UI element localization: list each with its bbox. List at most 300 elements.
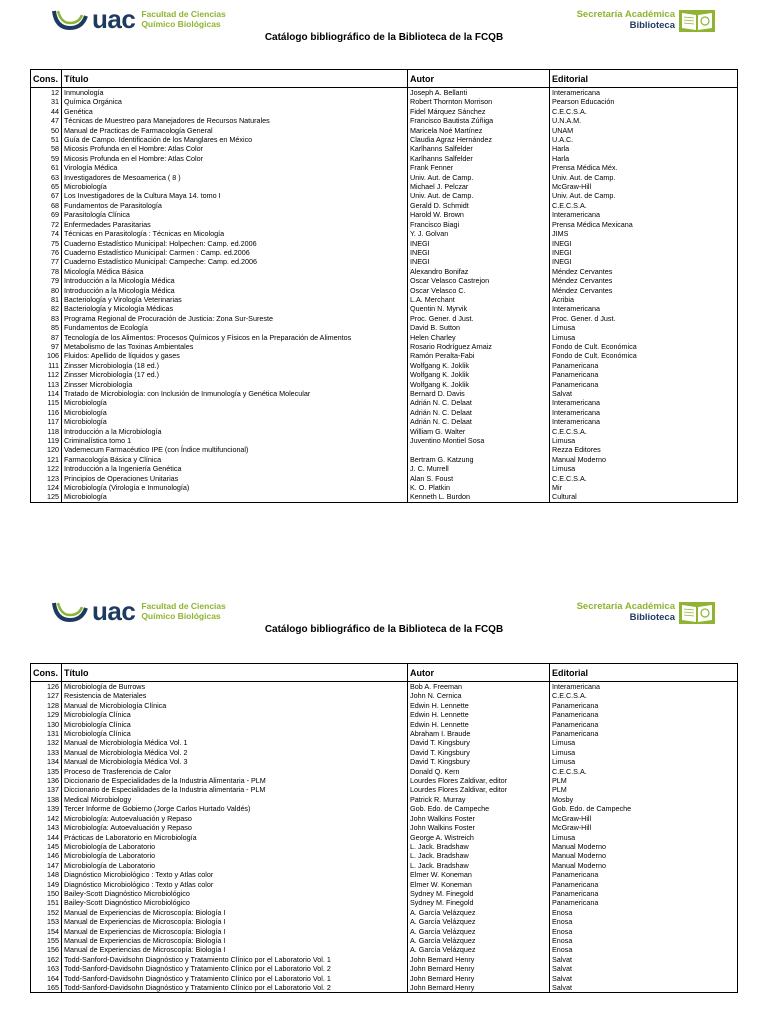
cell-editorial: Interamericana: [550, 408, 738, 417]
cell-titulo: Química Orgánica: [62, 97, 408, 106]
cell-titulo: Microbiología de Laboratorio: [62, 842, 408, 851]
table-row: [31, 492, 738, 502]
cell-autor: INEGI: [408, 257, 550, 266]
cell-autor: Frank Fenner: [408, 163, 550, 172]
table-row: [31, 248, 738, 257]
cell-autor: Maricela Noé Martínez: [408, 126, 550, 135]
cell-cons: 74: [31, 229, 62, 238]
table-row: [31, 464, 738, 473]
cell-cons: 78: [31, 267, 62, 276]
table-row: [31, 229, 738, 238]
cell-editorial: PLM: [550, 776, 738, 785]
cell-cons: 124: [31, 483, 62, 492]
secretaria-line-2: Biblioteca: [629, 20, 675, 31]
cell-editorial: Harla: [550, 154, 738, 163]
cell-autor: Proc. Gener. d Just.: [408, 314, 550, 323]
cell-titulo: Microbiología (Virología e Inmunología): [62, 483, 408, 492]
cell-editorial: Panamericana: [550, 380, 738, 389]
cell-editorial: Univ. Aut. de Camp.: [550, 191, 738, 200]
cell-autor: Harold W. Brown: [408, 210, 550, 219]
cell-autor: A. García Velázquez: [408, 908, 550, 917]
cell-editorial: Mir: [550, 483, 738, 492]
cell-cons: 165: [31, 983, 62, 993]
cell-cons: 85: [31, 323, 62, 332]
cell-autor: Adrián N. C. Delaat: [408, 408, 550, 417]
table-row: [31, 889, 738, 898]
cell-autor: Michael J. Pelczar: [408, 182, 550, 191]
cell-autor: Wolfgang K. Joklik: [408, 380, 550, 389]
cell-editorial: C.E.C.S.A.: [550, 691, 738, 700]
cell-editorial: Panamericana: [550, 870, 738, 879]
table-row: [31, 304, 738, 313]
table-row: [31, 408, 738, 417]
table-header-row: [31, 664, 738, 682]
cell-editorial: Enosa: [550, 908, 738, 917]
table-row: [31, 220, 738, 229]
cell-cons: 119: [31, 436, 62, 445]
table-row: [31, 767, 738, 776]
cell-autor: Fidel Márquez Sánchez: [408, 107, 550, 116]
cell-autor: John Walkins Foster: [408, 814, 550, 823]
uac-wordmark: uac: [92, 596, 136, 626]
cell-titulo: Introducción a la Micología Médica: [62, 276, 408, 285]
secretaria-text: [577, 601, 675, 623]
cell-autor: K. O. Platkin: [408, 483, 550, 492]
catalog-table: [30, 663, 738, 993]
cell-titulo: Introducción a la Microbiología: [62, 427, 408, 436]
cell-autor: Helen Charley: [408, 333, 550, 342]
cell-editorial: Enosa: [550, 945, 738, 954]
cell-titulo: Microbiología de Laboratorio: [62, 851, 408, 860]
column-header-titulo: Título: [62, 70, 408, 88]
cell-editorial: Manual Moderno: [550, 861, 738, 870]
table-row: [31, 398, 738, 407]
cell-autor: J. C. Murrell: [408, 464, 550, 473]
cell-autor: L. Jack. Bradshaw: [408, 861, 550, 870]
cell-cons: 77: [31, 257, 62, 266]
cell-cons: 114: [31, 389, 62, 398]
table-row: [31, 239, 738, 248]
cell-titulo: Diccionario de Especialidades de la Industria Alimentaria - PLM: [62, 776, 408, 785]
cell-editorial: Limusa: [550, 748, 738, 757]
book-icon: [678, 598, 716, 626]
cell-editorial: Manual Moderno: [550, 851, 738, 860]
table-row: [31, 776, 738, 785]
cell-autor: Francisco Biagi: [408, 220, 550, 229]
cell-autor: Claudia Agraz Hernández: [408, 135, 550, 144]
cell-editorial: Interamericana: [550, 210, 738, 219]
cell-titulo: Tercer Informe de Gobierno (Jorge Carlos Hurtado Valdés): [62, 804, 408, 813]
cell-titulo: Introducción a la Micología Médica: [62, 286, 408, 295]
table-row: [31, 267, 738, 276]
cell-cons: 139: [31, 804, 62, 813]
cell-editorial: Interamericana: [550, 682, 738, 692]
table-row: [31, 210, 738, 219]
cell-autor: Gerald D. Schmidt: [408, 201, 550, 210]
cell-autor: Joseph A. Bellanti: [408, 88, 550, 98]
cell-autor: David B. Sutton: [408, 323, 550, 332]
cell-titulo: Resistencia de Materiales: [62, 691, 408, 700]
cell-autor: Y. J. Golvan: [408, 229, 550, 238]
table-row: [31, 333, 738, 342]
cell-editorial: Méndez Cervantes: [550, 276, 738, 285]
cell-cons: 123: [31, 474, 62, 483]
cell-titulo: Micología Médica Básica: [62, 267, 408, 276]
cell-autor: [408, 445, 550, 454]
cell-titulo: Enfermedades Parasitarias: [62, 220, 408, 229]
cell-autor: INEGI: [408, 248, 550, 257]
cell-editorial: Acribia: [550, 295, 738, 304]
cell-editorial: Méndez Cervantes: [550, 267, 738, 276]
cell-cons: 76: [31, 248, 62, 257]
page-header: [0, 0, 768, 60]
cell-autor: Lourdes Flores Zaldivar, editor: [408, 776, 550, 785]
biblioteca-logo: [577, 6, 716, 34]
table-row: [31, 163, 738, 172]
cell-editorial: Panamericana: [550, 710, 738, 719]
cell-cons: 47: [31, 116, 62, 125]
cell-cons: 152: [31, 908, 62, 917]
cell-editorial: Interamericana: [550, 304, 738, 313]
cell-editorial: Prensa Médica Méx.: [550, 163, 738, 172]
cell-cons: 150: [31, 889, 62, 898]
cell-cons: 115: [31, 398, 62, 407]
cell-titulo: Bailey-Scott Diagnóstico Microbiológico: [62, 889, 408, 898]
cell-editorial: C.E.C.S.A.: [550, 474, 738, 483]
column-header-cons: Cons.: [31, 70, 62, 88]
cell-cons: 134: [31, 757, 62, 766]
cell-autor: Gob. Edo. de Campeche: [408, 804, 550, 813]
cell-autor: Abraham I. Braude: [408, 729, 550, 738]
cell-titulo: Microbiología de Laboratorio: [62, 861, 408, 870]
cell-autor: A. García Velázquez: [408, 927, 550, 936]
cell-titulo: Microbiología de Burrows: [62, 682, 408, 692]
cell-titulo: Cuaderno Estadístico Municipal: Holpechen: Camp. ed.2006: [62, 239, 408, 248]
cell-editorial: Panamericana: [550, 361, 738, 370]
cell-titulo: Técnicas en Parasitología : Técnicas en Micología: [62, 229, 408, 238]
faculty-line-2: Químico Biológicas: [141, 19, 221, 29]
cell-cons: 51: [31, 135, 62, 144]
cell-autor: Edwin H. Lennette: [408, 720, 550, 729]
cell-cons: 144: [31, 833, 62, 842]
cell-autor: Quentin N. Myrvik: [408, 304, 550, 313]
cell-editorial: Univ. Aut. de Camp.: [550, 173, 738, 182]
cell-editorial: Rezza Editores: [550, 445, 738, 454]
table-row: [31, 144, 738, 153]
uac-logo: [52, 598, 226, 624]
cell-cons: 155: [31, 936, 62, 945]
cell-titulo: Micosis Profunda en el Hombre: Atlas Color: [62, 144, 408, 153]
cell-cons: 80: [31, 286, 62, 295]
table-row: [31, 286, 738, 295]
table-row: [31, 945, 738, 954]
cell-titulo: Los Investigadores de la Cultura Maya 14. tomo I: [62, 191, 408, 200]
cell-autor: William G. Walter: [408, 427, 550, 436]
cell-titulo: Introducción a la Ingeniería Genética: [62, 464, 408, 473]
cell-editorial: Fondo de Cult. Económica: [550, 342, 738, 351]
cell-editorial: Limusa: [550, 833, 738, 842]
cell-editorial: Enosa: [550, 936, 738, 945]
cell-cons: 97: [31, 342, 62, 351]
cell-cons: 151: [31, 898, 62, 907]
table-row: [31, 861, 738, 870]
cell-editorial: Salvat: [550, 389, 738, 398]
book-icon: [678, 6, 716, 34]
cell-autor: Kenneth L. Burdon: [408, 492, 550, 502]
cell-autor: Lourdes Flores Zaldivar, editor: [408, 785, 550, 794]
cell-editorial: Limusa: [550, 757, 738, 766]
cell-titulo: Parasitología Clínica: [62, 210, 408, 219]
cell-cons: 75: [31, 239, 62, 248]
table-row: [31, 795, 738, 804]
secretaria-line-2: Biblioteca: [629, 612, 675, 623]
cell-titulo: Programa Regional de Procuración de Justicia: Zona Sur-Sureste: [62, 314, 408, 323]
cell-editorial: Panamericana: [550, 889, 738, 898]
cell-cons: 65: [31, 182, 62, 191]
table-row: [31, 964, 738, 973]
table-row: [31, 126, 738, 135]
cell-titulo: Microbiología: [62, 182, 408, 191]
table-row: [31, 97, 738, 106]
cell-cons: 148: [31, 870, 62, 879]
cell-editorial: C.E.C.S.A.: [550, 427, 738, 436]
cell-autor: Oscar Velasco C.: [408, 286, 550, 295]
table-row: [31, 917, 738, 926]
cell-titulo: Fundamentos de Ecología: [62, 323, 408, 332]
table-row: [31, 455, 738, 464]
cell-autor: John Bernard Henry: [408, 974, 550, 983]
cell-titulo: Todd-Sanford-Davidsohn Diagnóstico y Tratamiento Clínico por el Laboratorio Vol. 1: [62, 955, 408, 964]
cell-cons: 87: [31, 333, 62, 342]
cell-editorial: Salvat: [550, 964, 738, 973]
cell-cons: 147: [31, 861, 62, 870]
biblioteca-logo: [577, 598, 716, 626]
cell-autor: Edwin H. Lennette: [408, 710, 550, 719]
cell-autor: A. García Velázquez: [408, 917, 550, 926]
cell-titulo: Cuaderno Estadístico Municipal: Carmen : Camp. ed.2006: [62, 248, 408, 257]
table-row: [31, 757, 738, 766]
table-row: [31, 351, 738, 360]
cell-autor: Alexandro Bonifaz: [408, 267, 550, 276]
column-header-autor: Autor: [408, 70, 550, 88]
cell-cons: 135: [31, 767, 62, 776]
cell-autor: Alan S. Foust: [408, 474, 550, 483]
cell-cons: 58: [31, 144, 62, 153]
cell-titulo: Diccionario de Especialidades de la Industria alimentaria - PLM: [62, 785, 408, 794]
cell-cons: 132: [31, 738, 62, 747]
cell-autor: Elmer W. Koneman: [408, 870, 550, 879]
table-row: [31, 380, 738, 389]
cell-autor: Donald Q. Kern: [408, 767, 550, 776]
cell-autor: Oscar Velasco Castrejon: [408, 276, 550, 285]
cell-cons: 121: [31, 455, 62, 464]
cell-editorial: INEGI: [550, 239, 738, 248]
cell-autor: Robert Thornton Morrison: [408, 97, 550, 106]
cell-autor: John Bernard Henry: [408, 955, 550, 964]
table-row: [31, 436, 738, 445]
cell-titulo: Genética: [62, 107, 408, 116]
table-row: [31, 851, 738, 860]
cell-cons: 128: [31, 701, 62, 710]
cell-titulo: Fluidos: Apellido de líquidos y gases: [62, 351, 408, 360]
cell-autor: John N. Cernica: [408, 691, 550, 700]
cell-cons: 136: [31, 776, 62, 785]
cell-cons: 117: [31, 417, 62, 426]
cell-titulo: Micosis Profunda en el Hombre: Atlas Color: [62, 154, 408, 163]
column-header-editorial: Editorial: [550, 664, 738, 682]
table-row: [31, 833, 738, 842]
cell-titulo: Vademecum Farmacéutico IPE (con Índice multifuncional): [62, 445, 408, 454]
page-header: [0, 592, 768, 652]
cell-titulo: Manual de Microbiología Médica Vol. 3: [62, 757, 408, 766]
cell-cons: 163: [31, 964, 62, 973]
table-row: [31, 201, 738, 210]
cell-cons: 50: [31, 126, 62, 135]
cell-editorial: Fondo de Cult. Económica: [550, 351, 738, 360]
cell-autor: Ramón Peralta-Fabi: [408, 351, 550, 360]
document-title: Catálogo bibliográfico de la Biblioteca de la FCQB: [264, 32, 504, 43]
cell-titulo: Investigadores de Mesoamerica ( 8 ): [62, 173, 408, 182]
cell-titulo: Fundamentos de Parasitología: [62, 201, 408, 210]
cell-autor: Edwin H. Lennette: [408, 701, 550, 710]
table-row: [31, 870, 738, 879]
cell-titulo: Zinsser Microbiología (18 ed.): [62, 361, 408, 370]
cell-cons: 118: [31, 427, 62, 436]
column-header-autor: Autor: [408, 664, 550, 682]
table-row: [31, 908, 738, 917]
cell-titulo: Microbiología: Autoevaluación y Repaso: [62, 814, 408, 823]
cell-editorial: Panamericana: [550, 898, 738, 907]
cell-titulo: Diagnóstico Microbiológico : Texto y Atlas color: [62, 880, 408, 889]
cell-cons: 12: [31, 88, 62, 98]
cell-editorial: Proc. Gener. d Just.: [550, 314, 738, 323]
table-row: [31, 720, 738, 729]
table-row: [31, 191, 738, 200]
cell-cons: 131: [31, 729, 62, 738]
catalog-table: [30, 69, 738, 503]
cell-autor: A. García Velázquez: [408, 936, 550, 945]
cell-titulo: Bacteriología y Micología Médicas: [62, 304, 408, 313]
cell-cons: 133: [31, 748, 62, 757]
table-row: [31, 154, 738, 163]
cell-cons: 59: [31, 154, 62, 163]
table-row: [31, 116, 738, 125]
cell-autor: Rosario Rodríguez Arnaiz: [408, 342, 550, 351]
table-row: [31, 691, 738, 700]
table-row: [31, 483, 738, 492]
cell-cons: 72: [31, 220, 62, 229]
cell-titulo: Tratado de Microbiología: con Inclusión de Inmunología y Genética Molecular: [62, 389, 408, 398]
cell-autor: Adrián N. C. Delaat: [408, 398, 550, 407]
cell-editorial: Panamericana: [550, 720, 738, 729]
cell-autor: Karlhanns Salfelder: [408, 154, 550, 163]
cell-titulo: Microbiología: [62, 492, 408, 502]
faculty-line-1: Facultad de Ciencias: [141, 601, 226, 611]
table-row: [31, 361, 738, 370]
cell-autor: George A. Wistreich: [408, 833, 550, 842]
table-row: [31, 710, 738, 719]
cell-editorial: Manual Moderno: [550, 842, 738, 851]
cell-autor: Wolfgang K. Joklik: [408, 361, 550, 370]
catalog-page-2: [0, 592, 768, 992]
table-row: [31, 314, 738, 323]
cell-editorial: C.E.C.S.A.: [550, 767, 738, 776]
cell-editorial: Interamericana: [550, 398, 738, 407]
table-row: [31, 323, 738, 332]
table-row: [31, 173, 738, 182]
column-header-titulo: Título: [62, 664, 408, 682]
table-row: [31, 276, 738, 285]
table-row: [31, 135, 738, 144]
cell-cons: 120: [31, 445, 62, 454]
cell-editorial: Panamericana: [550, 701, 738, 710]
cell-titulo: Criminalística tomo 1: [62, 436, 408, 445]
cell-autor: Wolfgang K. Joklik: [408, 370, 550, 379]
table-row: [31, 107, 738, 116]
cell-autor: L. Jack. Bradshaw: [408, 851, 550, 860]
cell-titulo: Proceso de Trasferencia de Calor: [62, 767, 408, 776]
cell-editorial: Salvat: [550, 974, 738, 983]
cell-cons: 83: [31, 314, 62, 323]
cell-titulo: Manual de Microbiología Clínica: [62, 701, 408, 710]
cell-titulo: Prácticas de Laboratorio en Microbiología: [62, 833, 408, 842]
cell-autor: Bob A. Freeman: [408, 682, 550, 692]
cell-titulo: Microbiología Clínica: [62, 729, 408, 738]
table-row: [31, 983, 738, 993]
column-header-cons: Cons.: [31, 664, 62, 682]
cell-editorial: UNAM: [550, 126, 738, 135]
cell-titulo: Principios de Operaciones Unitarias: [62, 474, 408, 483]
table-row: [31, 804, 738, 813]
cell-cons: 44: [31, 107, 62, 116]
table-row: [31, 955, 738, 964]
cell-cons: 106: [31, 351, 62, 360]
cell-cons: 129: [31, 710, 62, 719]
cell-titulo: Bacteriología y Virología Veterinarias: [62, 295, 408, 304]
cell-cons: 112: [31, 370, 62, 379]
cell-autor: Bernard D. Davis: [408, 389, 550, 398]
cell-titulo: Tecnología de los Alimentos: Procesos Químicos y Físicos en la Preparación de Alimentos: [62, 333, 408, 342]
table-row: [31, 701, 738, 710]
cell-titulo: Manual de Experiencias de Microscopía: Biología I: [62, 908, 408, 917]
table-row: [31, 748, 738, 757]
cell-titulo: Inmunología: [62, 88, 408, 98]
uac-logo: [52, 6, 226, 32]
secretaria-line-1: Secretaría Académica: [576, 9, 675, 20]
cell-titulo: Manual de Experiencias de Microscopía: Biología I: [62, 945, 408, 954]
cell-titulo: Manual de Experiencias de Microscopía: Biología I: [62, 917, 408, 926]
cell-cons: 122: [31, 464, 62, 473]
secretaria-line-1: Secretaría Académica: [576, 601, 675, 612]
table-row: [31, 445, 738, 454]
cell-titulo: Manual de Microbiología Médica Vol. 1: [62, 738, 408, 747]
cell-cons: 145: [31, 842, 62, 851]
table-row: [31, 682, 738, 692]
cell-autor: INEGI: [408, 239, 550, 248]
cell-cons: 31: [31, 97, 62, 106]
table-row: [31, 417, 738, 426]
cell-titulo: Guía de Campo. Identificación de los Manglares en México: [62, 135, 408, 144]
cell-autor: Juventino Montiel Sosa: [408, 436, 550, 445]
table-row: [31, 474, 738, 483]
cell-titulo: Microbiología: [62, 408, 408, 417]
cell-cons: 116: [31, 408, 62, 417]
cell-cons: 142: [31, 814, 62, 823]
cell-titulo: Manual de Experiencias de Microscopía: Biología I: [62, 927, 408, 936]
cell-cons: 113: [31, 380, 62, 389]
cell-editorial: Limusa: [550, 436, 738, 445]
cell-cons: 111: [31, 361, 62, 370]
